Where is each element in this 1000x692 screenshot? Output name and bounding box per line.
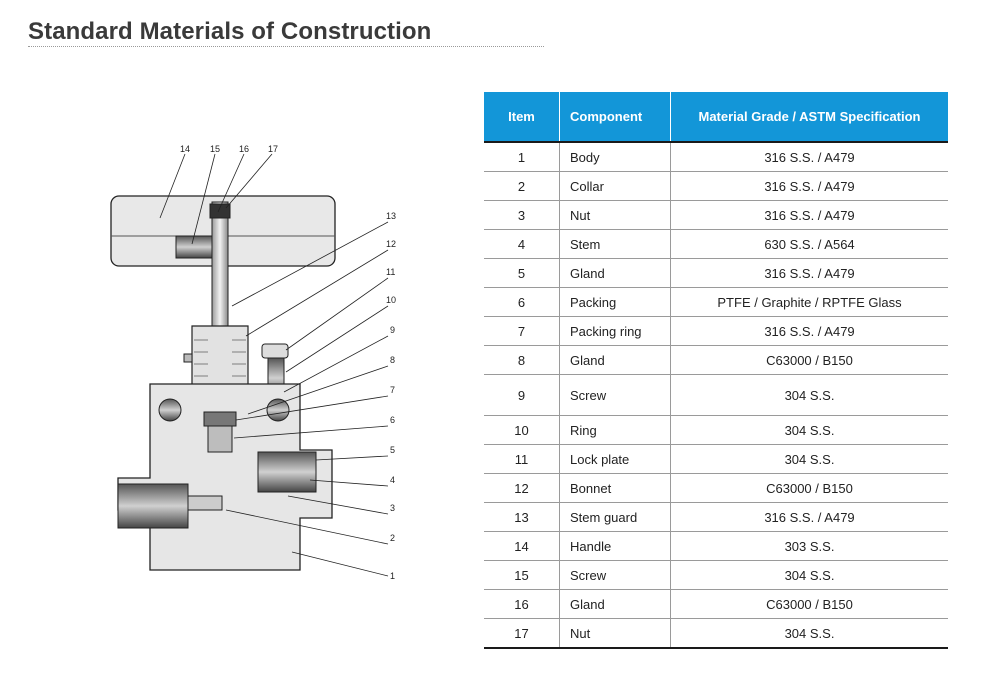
table-row [484, 201, 948, 230]
packing-shape [204, 412, 236, 426]
cell-item: 17 [484, 619, 560, 649]
cell-material: 304 S.S. [671, 416, 949, 445]
callout-16: 16 [239, 144, 250, 154]
lock-screw-shape [262, 344, 288, 358]
table-row [484, 503, 948, 532]
cell-component: Stem [560, 230, 671, 259]
left-port-shape [118, 484, 188, 528]
table-row [484, 288, 948, 317]
table-row [484, 445, 948, 474]
cell-component: Screw [560, 561, 671, 590]
cell-material: 304 S.S. [671, 375, 949, 416]
table-row [484, 230, 948, 259]
table-row [484, 416, 948, 445]
materials-table [484, 92, 948, 649]
cell-item: 6 [484, 288, 560, 317]
table-row [484, 375, 948, 416]
header-component: Component [560, 92, 671, 142]
cell-component: Nut [560, 619, 671, 649]
handle-screw-shape [176, 236, 216, 258]
cell-item: 8 [484, 346, 560, 375]
cell-material: 316 S.S. / A479 [671, 172, 949, 201]
callout-7: 7 [390, 385, 396, 395]
title-divider [28, 46, 544, 47]
cell-material: 304 S.S. [671, 561, 949, 590]
table-row [484, 259, 948, 288]
stem-nut-shape [210, 204, 230, 218]
callout-5: 5 [390, 445, 396, 455]
table-row [484, 590, 948, 619]
cell-item: 4 [484, 230, 560, 259]
cell-component: Gland [560, 259, 671, 288]
table-row [484, 532, 948, 561]
cell-item: 1 [484, 142, 560, 172]
cell-item: 15 [484, 561, 560, 590]
header-item: Item [484, 92, 560, 142]
cell-component: Collar [560, 172, 671, 201]
cell-material: 316 S.S. / A479 [671, 201, 949, 230]
cell-material: 630 S.S. / A564 [671, 230, 949, 259]
cell-material: 316 S.S. / A479 [671, 142, 949, 172]
table-row [484, 561, 948, 590]
callout-4: 4 [390, 475, 396, 485]
callout-14: 14 [180, 144, 191, 154]
cell-material: 304 S.S. [671, 619, 949, 649]
cell-component: Nut [560, 201, 671, 230]
cell-component: Gland [560, 346, 671, 375]
callout-3: 3 [390, 503, 396, 513]
callout-12: 12 [386, 239, 397, 249]
page-title: Standard Materials of Construction [28, 18, 432, 45]
cell-item: 5 [484, 259, 560, 288]
table-row [484, 346, 948, 375]
valve-cross-section-diagram [100, 140, 410, 595]
cell-item: 14 [484, 532, 560, 561]
cell-component: Body [560, 142, 671, 172]
cell-material: PTFE / Graphite / RPTFE Glass [671, 288, 949, 317]
cell-item: 16 [484, 590, 560, 619]
callout-1: 1 [390, 571, 396, 581]
table-row [484, 619, 948, 649]
callout-17: 17 [268, 144, 279, 154]
callout-11: 11 [386, 267, 396, 277]
cell-component: Gland [560, 590, 671, 619]
cell-component: Bonnet [560, 474, 671, 503]
cell-item: 2 [484, 172, 560, 201]
cell-component: Handle [560, 532, 671, 561]
table-row [484, 142, 948, 172]
cell-material: 316 S.S. / A479 [671, 317, 949, 346]
right-port-shape [258, 452, 316, 492]
cell-component: Screw [560, 375, 671, 416]
cell-item: 3 [484, 201, 560, 230]
cell-material: 316 S.S. / A479 [671, 259, 949, 288]
callout-9: 9 [390, 325, 396, 335]
cell-component: Ring [560, 416, 671, 445]
cell-material: 303 S.S. [671, 532, 949, 561]
cell-material: C63000 / B150 [671, 590, 949, 619]
table-row [484, 317, 948, 346]
cell-material: 304 S.S. [671, 445, 949, 474]
callout-15: 15 [210, 144, 221, 154]
cell-item: 10 [484, 416, 560, 445]
cell-item: 12 [484, 474, 560, 503]
header-material: Material Grade / ASTM Specification [671, 92, 949, 142]
table-row [484, 474, 948, 503]
cell-material: C63000 / B150 [671, 474, 949, 503]
cell-material: C63000 / B150 [671, 346, 949, 375]
cell-component: Packing ring [560, 317, 671, 346]
cell-material: 316 S.S. / A479 [671, 503, 949, 532]
callout-10: 10 [386, 295, 397, 305]
cell-component: Stem guard [560, 503, 671, 532]
cell-component: Packing [560, 288, 671, 317]
cell-item: 7 [484, 317, 560, 346]
cell-component: Lock plate [560, 445, 671, 474]
valve-diagram-svg [100, 140, 410, 590]
table-header-row [484, 92, 948, 142]
callout-2: 2 [390, 533, 396, 543]
table-row [484, 172, 948, 201]
cell-item: 13 [484, 503, 560, 532]
callout-8: 8 [390, 355, 396, 365]
cell-item: 9 [484, 375, 560, 416]
callout-6: 6 [390, 415, 396, 425]
callout-13: 13 [386, 211, 397, 221]
cell-item: 11 [484, 445, 560, 474]
